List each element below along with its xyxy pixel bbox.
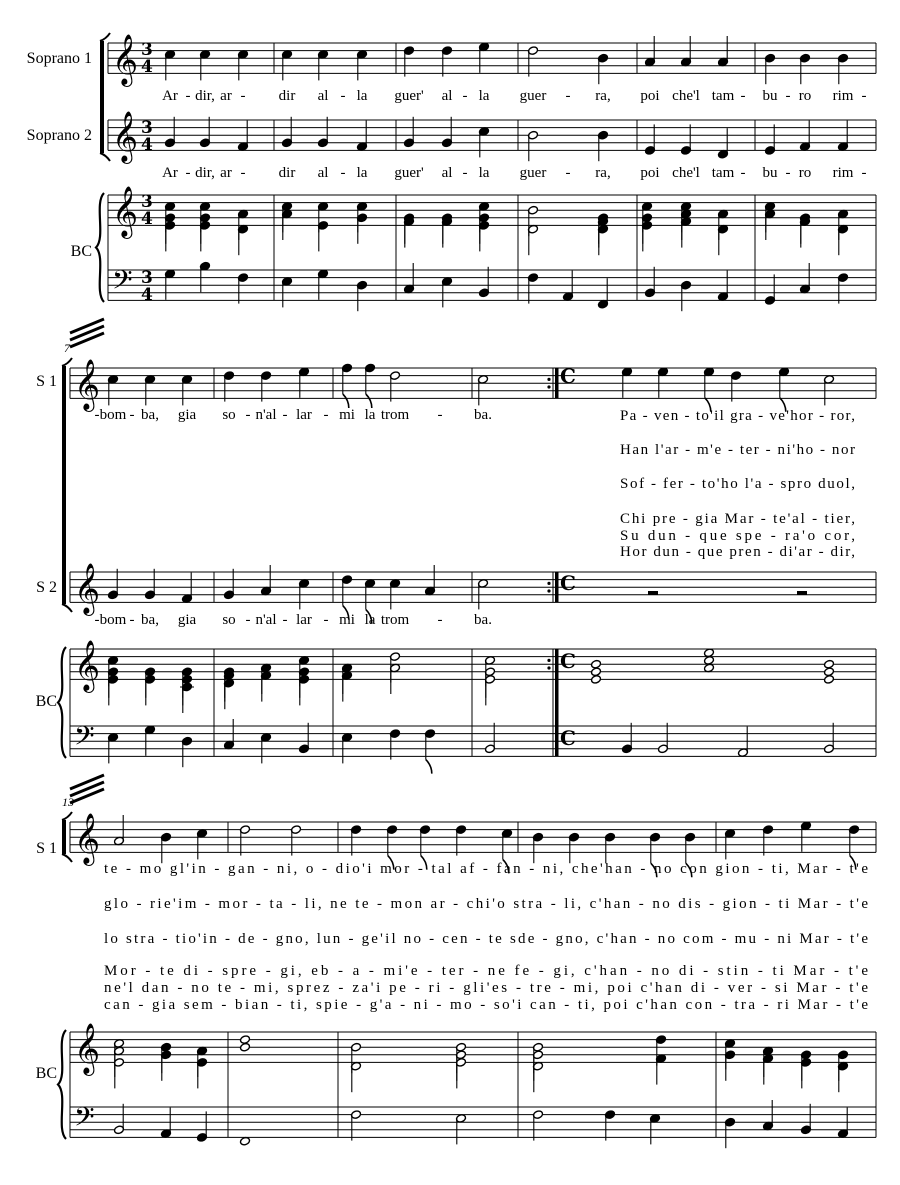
- lyric-syllable: -: [740, 165, 746, 181]
- system-bracket: [62, 366, 66, 604]
- instrument-label-soprano-2: Soprano 2: [26, 127, 92, 144]
- lyric-syllable: la: [478, 165, 490, 181]
- lyric-syllable: so: [222, 612, 236, 628]
- lyric-syllable: gia: [177, 612, 197, 628]
- lyric-syllable: lar: [296, 612, 312, 628]
- lyric-syllable: ra,: [595, 165, 611, 181]
- lyric-syllable: tam: [711, 88, 735, 104]
- lyric-syllable: -: [129, 612, 135, 628]
- lyric-syllable: mi: [339, 407, 355, 423]
- lyric-syllable: bu: [762, 165, 778, 181]
- verse-line: te - mo gl'in - gan - ni, o - dio'i mor - tal af - fan - ni, che'han - no con gion - ti, Mar - t'e: [104, 861, 868, 877]
- lyric-syllable: guer': [394, 165, 424, 181]
- notehead: [240, 1035, 251, 1045]
- lyric-syllable: -: [282, 407, 288, 423]
- system-separator: [70, 319, 104, 347]
- instrument-label-bc-3: BC: [35, 1065, 57, 1082]
- lyric-syllable: rim: [832, 165, 854, 181]
- verse-line: Chi pre - gia Mar - te'al - tier,: [620, 511, 855, 527]
- lyric-syllable: -: [861, 88, 867, 104]
- instrument-label-bc: BC: [70, 243, 92, 260]
- lyric-syllable: tam: [711, 165, 735, 181]
- lyric-syllable: Ar: [162, 88, 178, 104]
- notehead: [824, 675, 835, 685]
- lyric-syllable: -: [240, 88, 246, 104]
- lyric-syllable: che'l: [672, 88, 700, 104]
- lyric-syllable: -: [129, 407, 135, 423]
- treble-clef: 𝄞: [74, 813, 101, 864]
- verse-line: glo - rie'im - mor - ta - li, ne te - mon ar - chi'o stra - li, c'han - no dis - gion - ti Mar - t'e: [104, 896, 869, 912]
- lyric-syllable: -: [323, 407, 329, 423]
- lyric-syllable: -: [323, 612, 329, 628]
- lyric-syllable: la: [356, 165, 368, 181]
- instrument-label-s2-short: S 2: [36, 579, 57, 596]
- measure-number-13: 13: [62, 795, 74, 809]
- time-sig-bottom: 4: [141, 135, 153, 155]
- lyric-syllable: al: [441, 88, 453, 104]
- lyric-syllable: -: [437, 407, 443, 423]
- notehead: [824, 659, 835, 669]
- repeat-barline-thick: [555, 649, 559, 756]
- lyric-syllable: bom: [99, 407, 127, 423]
- time-sig-top: 3: [141, 192, 153, 212]
- lyric-syllable: ra,: [595, 88, 611, 104]
- lyric-syllable: -: [785, 165, 791, 181]
- lyric-syllable: -: [340, 88, 346, 104]
- bracket-hook: [62, 604, 72, 612]
- lyric-syllable: -: [245, 407, 251, 423]
- time-sig-top: 3: [141, 118, 153, 138]
- time-sig-top: 3: [141, 40, 153, 60]
- lyric-syllable: trom: [380, 612, 410, 628]
- verse-lyrics: [104, 408, 868, 1013]
- instrument-label-bc-2: BC: [35, 693, 57, 710]
- verse-line: Su dun - que spe - ra'o cor,: [620, 528, 855, 544]
- lyric-syllable: -: [245, 612, 251, 628]
- lyric-syllable: al: [317, 165, 329, 181]
- bass-clef: 𝄢: [74, 1101, 95, 1139]
- lyric-syllable: -: [437, 612, 443, 628]
- lyric-syllable: ro: [798, 165, 812, 181]
- lyric-syllable: -: [185, 165, 191, 181]
- lyric-syllable: poi: [640, 165, 660, 181]
- instrument-label-soprano-1: Soprano 1: [26, 50, 92, 67]
- common-time: C: [560, 726, 576, 750]
- lyric-syllable: n'al: [255, 612, 277, 628]
- verse-line: Han l'ar - m'e - ter - ni'ho - nor: [620, 442, 855, 458]
- lyric-syllable: ar: [220, 88, 232, 104]
- treble-clef: 𝄞: [74, 359, 101, 410]
- verse-line: lo stra - tio'in - de - gno, lun - ge'il no - cen - te sde - gno, c'han - no com - mu - ni Mar - t'e: [104, 931, 868, 947]
- lyric-syllable: -: [861, 165, 867, 181]
- bracket-hook: [100, 153, 110, 161]
- lyric-syllable: trom: [380, 407, 410, 423]
- treble-clef: 𝄞: [74, 640, 101, 691]
- lyric-syllable: rim: [832, 88, 854, 104]
- time-sig-bottom: 4: [141, 57, 153, 77]
- repeat-dot: [547, 582, 550, 585]
- lyric-syllable: la: [356, 88, 368, 104]
- lyric-syllable: guer': [394, 88, 424, 104]
- lyric-syllable: -: [565, 88, 571, 104]
- treble-clef: 𝄞: [74, 1023, 101, 1074]
- lyric-syllable: bu: [762, 88, 778, 104]
- common-time: C: [560, 364, 576, 388]
- lyric-syllable: la: [364, 407, 376, 423]
- treble-clef: 𝄞: [112, 186, 139, 237]
- lyric-syllable: -: [785, 88, 791, 104]
- repeat-barline-thick: [555, 572, 559, 602]
- lyric-syllable: lar: [296, 407, 312, 423]
- lyric-syllable: dir,: [195, 88, 215, 104]
- lyric-syllable: mi: [339, 612, 355, 628]
- lyric-syllable: ro: [798, 88, 812, 104]
- lyric-syllable: so: [222, 407, 236, 423]
- lyric-syllable: -: [240, 165, 246, 181]
- eighth-flag: [343, 394, 349, 408]
- lyric-syllable: gia: [177, 407, 197, 423]
- verse-line: Hor dun - que pren - di'ar - dir,: [620, 544, 855, 560]
- bass-clef: 𝄢: [74, 720, 95, 758]
- bass-clef: 𝄢: [112, 264, 133, 302]
- lyric-syllable: -: [565, 165, 571, 181]
- treble-clef: 𝄞: [74, 563, 101, 614]
- lyric-syllable: ba.: [474, 407, 492, 423]
- lyric-syllable: -: [340, 165, 346, 181]
- lyric-syllable: dir: [278, 165, 296, 181]
- lyric-syllable: ar: [220, 165, 232, 181]
- lyric-syllable: la: [364, 612, 376, 628]
- system-bracket: [100, 41, 104, 153]
- lyric-syllable: -: [740, 88, 746, 104]
- lyric-syllable: bom: [99, 612, 127, 628]
- grand-staff-brace: [58, 647, 66, 758]
- verse-line: Mor - te di - spre - gi, eb - a - mi'e - ter - ne fe - gi, c'han - no di - stin - ti Mar - t'e: [104, 963, 868, 979]
- time-sig-bottom: 4: [141, 285, 153, 305]
- verse-line: Pa - ven - to'il gra - ve'hor - ror,: [620, 408, 855, 424]
- lyric-syllable: al: [441, 165, 453, 181]
- lyric-syllable: che'l: [672, 165, 700, 181]
- lyric-syllable: poi: [640, 88, 660, 104]
- notehead: [824, 667, 835, 677]
- lyric-syllable: guer: [519, 88, 547, 104]
- lyric-syllable: guer: [519, 165, 547, 181]
- eighth-flag: [366, 394, 372, 408]
- notehead: [591, 659, 602, 669]
- eighth-flag: [426, 760, 432, 774]
- whole-rest: [797, 591, 807, 595]
- notehead: [240, 1042, 251, 1052]
- repeat-dot: [547, 385, 550, 388]
- lyric-syllable: al: [317, 88, 329, 104]
- system-separator: [70, 775, 104, 803]
- bracket-hook: [62, 854, 72, 862]
- grand-staff-brace: [96, 193, 104, 302]
- lyric-syllable: la: [478, 88, 490, 104]
- measure-number-7: 7: [64, 341, 70, 355]
- time-sig-bottom: 4: [141, 209, 153, 229]
- repeat-dot: [547, 666, 550, 669]
- time-sig-top: 3: [141, 268, 153, 288]
- lyric-syllable: n'al: [255, 407, 277, 423]
- notehead: [591, 667, 602, 677]
- lyric-syllable: -: [282, 612, 288, 628]
- repeat-dot: [547, 659, 550, 662]
- lyric-syllable: -: [462, 165, 468, 181]
- lyric-syllable: ba,: [141, 407, 159, 423]
- lyric-syllable: ba,: [141, 612, 159, 628]
- repeat-barline-thick: [555, 368, 559, 398]
- repeat-dot: [547, 378, 550, 381]
- verse-line: can - gia sem - bian - ti, spie - g'a - ni - mo - so'i can - ti, poi c'han con - tra - ri Mar - t'e: [104, 997, 869, 1013]
- lyric-syllable: dir,: [195, 165, 215, 181]
- system-bracket: [62, 820, 66, 854]
- lyric-syllable: ba.: [474, 612, 492, 628]
- common-time: C: [560, 649, 576, 673]
- treble-clef: 𝄞: [112, 111, 139, 162]
- common-time: C: [560, 571, 576, 595]
- instrument-label-s1-short: S 1: [36, 373, 57, 390]
- lyric-syllable: -: [94, 612, 100, 628]
- lyric-syllable: -: [185, 88, 191, 104]
- treble-clef: 𝄞: [112, 34, 139, 85]
- verse-line: Sof - fer - to'ho l'a - spro duol,: [620, 476, 855, 492]
- bracket-hook: [62, 812, 72, 820]
- lyric-syllable: -: [94, 407, 100, 423]
- lyric-syllable: -: [462, 88, 468, 104]
- lyric-syllable: Ar: [162, 165, 178, 181]
- repeat-dot: [547, 589, 550, 592]
- instrument-label-s1-short-3: S 1: [36, 840, 57, 857]
- notehead: [591, 675, 602, 685]
- grand-staff-brace: [58, 1030, 66, 1139]
- lyric-syllable: dir: [278, 88, 296, 104]
- bracket-hook: [100, 33, 110, 41]
- verse-line: ne'l dan - no te - mi, sprez - za'i pe - ri - gli'es - tre - mi, poi c'han di - ver - si Mar - t'e: [104, 980, 869, 996]
- whole-rest: [648, 591, 658, 595]
- bracket-hook: [62, 358, 72, 366]
